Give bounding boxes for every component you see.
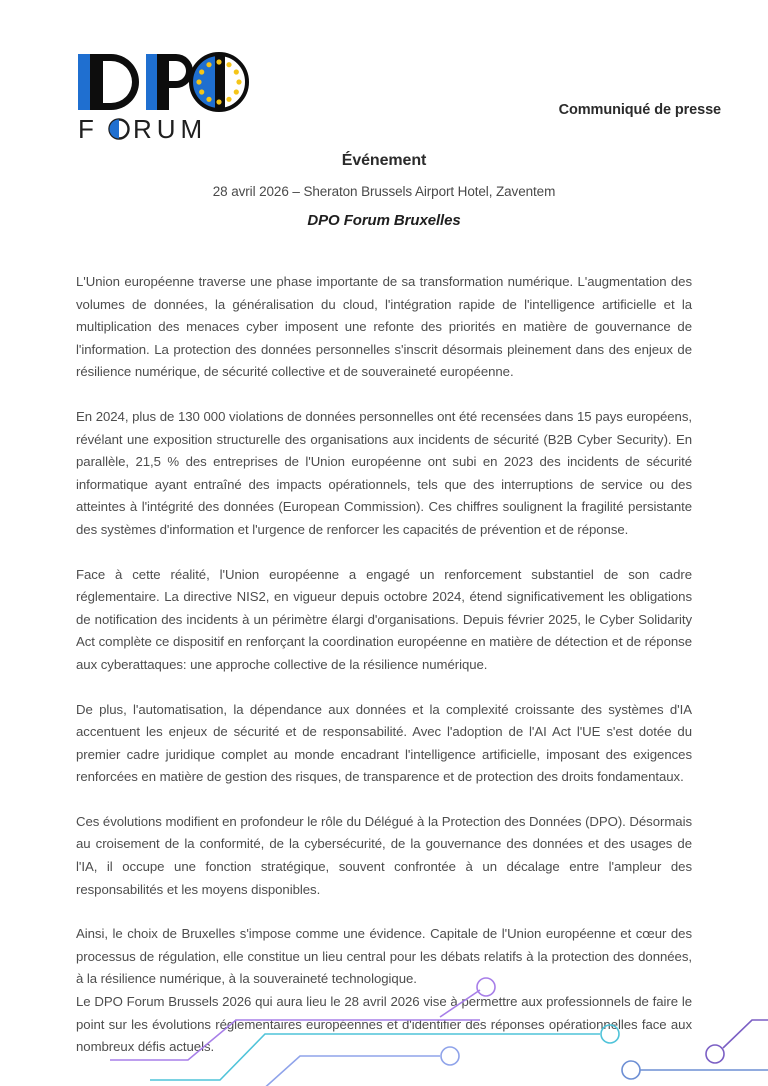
logo-letter-d: [78, 54, 139, 110]
circuit-node-periwinkle: [441, 1047, 459, 1065]
press-release-label: Communiqué de presse: [558, 102, 721, 118]
event-heading: Événement: [341, 152, 427, 169]
title-block: [0, 152, 768, 229]
paragraph: En 2024, plus de 130 000 violations de données personnelles ont été recensées dans 15 pays européens, révélant une exposition structurelle des organisations aux incidents de sécurité (B2B Cyber Security). En parallèle, 21,5 % des entreprises de l'Union européenne ont subi en 2023 des incidents de sécurité informatique ayant entraîné des impacts opérationnels, tels que des interruptions de service ou des atteintes à l'intégrité des données (European Commission). Ces chiffres soulignent la fragilité persistante des systèmes d'information et l'urgence de renforcer les capacités de prévention et de réponse.: [76, 408, 692, 537]
document-header: [0, 0, 768, 150]
dpo-forum-logo: [76, 48, 256, 144]
svg-text:RUM: RUM: [133, 114, 208, 144]
event-name: DPO Forum Bruxelles: [307, 212, 461, 229]
paragraph: De plus, l'automatisation, la dépendance aux données et la complexité croissante des systèmes d'IA accentuent les enjeux de sécurité et de responsabilité. Avec l'adoption de l'AI Act l'UE s'est dotée du premier cadre juridique complet au monde encadrant l'intelligence artificielle, imposant des exigences renforcées en matière de gestion des risques, de transparence et de protection des droits fondamentaux.: [76, 701, 692, 785]
circuit-trace-periwinkle: [190, 1056, 440, 1086]
circuit-node-steel: [622, 1061, 640, 1079]
circuit-trace-cyan: [150, 1034, 600, 1080]
svg-text:F: F: [78, 114, 99, 144]
event-date-venue: 28 avril 2026 – Sheraton Brussels Airport Hotel, Zaventem: [212, 184, 556, 199]
circuit-trace-purple: [110, 1020, 480, 1060]
paragraph-final-line-2: Le DPO Forum Brussels 2026 qui aura lieu le 28 avril 2026 vise à permettre aux professionnels de faire le point sur les évolutions réglementaires européennes et d'identifier des réponses opérationnelles face aux nombreux défis actuels.: [76, 994, 692, 1055]
paragraph: L'Union européenne traverse une phase importante de sa transformation numérique. L'augmentation des volumes de données, la généralisation du cloud, l'intégration rapide de l'intelligence artificielle et la multiplication des menaces cyber imposent une refonte des priorités en matière de gouvernance de l'information. La protection des données personnelles s'inscrit désormais pleinement dans des enjeux de résilience numérique, de sécurité collective et de souveraineté européenne.: [76, 274, 692, 380]
circuit-node-violet: [706, 1045, 724, 1063]
circuit-decoration: [0, 976, 768, 1086]
logo-wordmark-forum: [78, 114, 207, 144]
paragraph: Face à cette réalité, l'Union européenne a engagé un renforcement substantiel de son cadre réglementaire. La directive NIS2, en vigueur depuis octobre 2024, étend significativement les obligations de notification des incidents à un périmètre élargi d'organisations. Depuis février 2025, le Cyber Solidarity Act complète ce dispositif en renforçant la coordination européenne en matière de détection et de réponse aux cyberattaques: une approche collective de la résilience numérique.: [76, 566, 692, 672]
circuit-node-purple: [477, 978, 495, 996]
logo-letter-p: [146, 54, 193, 110]
paragraph-final-line-1: Ainsi, le choix de Bruxelles s'impose comme une évidence. Capitale de l'Union européenne et cœur des processus de régulation, elle constitue un lieu central pour les débats relatifs à la protection des données, à la résilience numérique, à la souveraineté technologique.: [76, 926, 692, 987]
paragraph: Ces évolutions modifient en profondeur le rôle du Délégué à la Protection des Données (DPO). Désormais au croisement de la conformité, de la cybersécurité, de la gouvernance des données et des usages de l'IA, il occupe une fonction stratégique, souvent confrontée à un décalage entre l'ampleur des responsabilités et les moyens disponibles.: [76, 813, 692, 897]
circuit-trace-purple-riser: [440, 990, 480, 1017]
circuit-node-cyan: [601, 1025, 619, 1043]
document-body: [0, 271, 768, 1059]
logo-letter-o-eu: [191, 54, 253, 110]
logo-forum-o: [110, 120, 129, 139]
circuit-trace-violet: [723, 1020, 768, 1048]
